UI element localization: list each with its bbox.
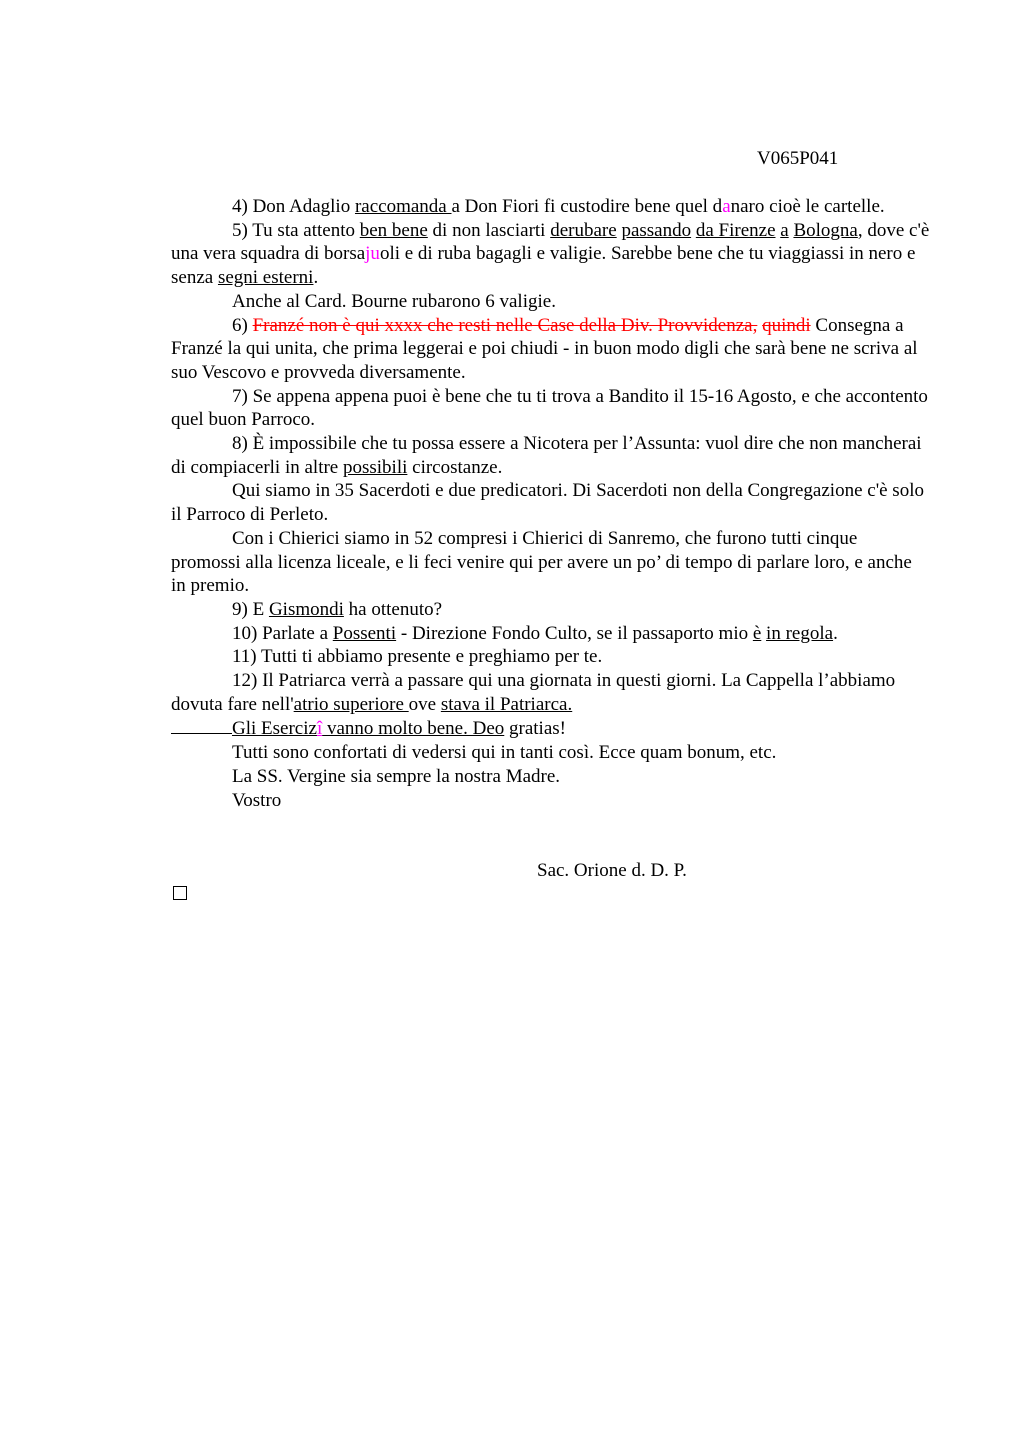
text-segment: a Don Fiori fi custodire bene quel d: [451, 196, 723, 217]
inserted-letter: a: [722, 196, 731, 217]
inserted-letter: î: [316, 718, 323, 740]
paragraph-qui-siamo: Qui siamo in 35 Sacerdoti e due predicatori. Di Sacerdoti non della Congregazione c'è solo il Parroco di Perleto.: [171, 480, 924, 526]
underlined-text: da Firenze: [695, 219, 776, 241]
text-segment: 6): [232, 314, 253, 336]
text-segment: 9) E: [232, 598, 269, 620]
letter-body: [171, 195, 931, 812]
inserted-letter: ju: [365, 243, 380, 265]
underlined-text: vanno molto bene. Deo: [322, 718, 505, 740]
text-segment: oli e di ruba bagagli e valigie. Sarebbe bene che tu viaggiassi in nero e senza: [171, 243, 916, 289]
text-segment: .: [313, 267, 319, 289]
text-segment: 10) Parlate a: [232, 622, 333, 644]
underlined-text: Gismondi: [268, 598, 344, 620]
paragraph-esercizi: [171, 716, 931, 741]
paragraph-4: [171, 195, 931, 219]
text-segment: gratias!: [504, 718, 566, 740]
underlined-text: derubare: [550, 219, 617, 241]
underlined-text: ben bene: [359, 219, 428, 241]
text-segment: Consegna a Franzé la qui unita, che prima leggerai e poi chiudi - in buon modo digli che sarà bene ne scriva al suo Vescovo e provveda diversamente.: [171, 314, 918, 383]
paragraph-tutti: Tutti sono confortati di vedersi qui in tanti così. Ecce quam bonum, etc.: [232, 742, 777, 764]
paragraph-vergine: La SS. Vergine sia sempre la nostra Madre.: [232, 765, 561, 787]
text-segment: 12) Il Patriarca verrà a passare qui una giornata in questi giorni. La Cappella l’abbiamo dovuta fare nell': [171, 670, 896, 715]
text-segment: 4) Don Adaglio: [232, 196, 355, 217]
text-segment: circostanze.: [407, 456, 503, 478]
underlined-text: stava il Patriarca.: [440, 693, 573, 715]
paragraph-11: 11) Tutti ti abbiamo presente e preghiamo per te.: [232, 646, 603, 668]
checkbox-square-icon: [173, 886, 187, 900]
underlined-text: in regola: [766, 622, 834, 644]
page-code: V065P041: [757, 148, 839, 169]
text-segment: 5) Tu sta attento: [232, 219, 360, 241]
text-segment: di non lasciarti: [427, 219, 551, 241]
paragraph-12: [171, 669, 931, 716]
underlined-text: a: [780, 219, 789, 241]
text-segment: .: [833, 622, 838, 644]
paragraph-5: [171, 219, 931, 290]
deleted-text: quindi: [762, 314, 811, 336]
underlined-text: Gli Eserciz: [232, 718, 317, 740]
paragraph-8: [171, 432, 931, 479]
paragraph-7: 7) Se appena appena puoi è bene che tu ti trova a Bandito il 15-16 Agosto, e che accontento quel buon Parroco.: [171, 385, 928, 431]
underlined-text: Bologna: [793, 219, 858, 241]
text-segment: 8) È impossibile che tu possa essere a Nicotera per l’Assunta: vuol dire che non mancherai di compiacerli in altre: [171, 433, 922, 478]
underlined-text: passando: [621, 219, 692, 241]
underlined-text: segni esterni: [217, 267, 314, 289]
text-segment: , dove c'è una vera squadra di borsa: [171, 219, 930, 265]
deleted-text: Franzé non è qui xxxx che resti nelle Case della Div. Provvidenza,: [252, 314, 758, 336]
underlined-text: è: [752, 622, 762, 644]
paragraph-10: [171, 622, 931, 646]
text-segment: - Direzione Fondo Culto, se il passaporto mio: [396, 622, 753, 644]
signature: Sac. Orione d. D. P.: [537, 860, 687, 881]
underlined-text: possibili: [342, 456, 408, 478]
paragraph-card-bourne: Anche al Card. Bourne rubarono 6 valigie.: [232, 290, 556, 312]
underlined-text: raccomanda: [354, 196, 452, 217]
closing-vostro: Vostro: [232, 789, 282, 811]
paragraph-chierici: Con i Chierici siamo in 52 compresi i Chierici di Sanremo, che furono tutti cinque promossi alla licenza liceale, e li feci venire qui per avere un po’ di tempo di parlare loro, e anche in premio.: [171, 527, 912, 597]
text-segment: naro cioè le cartelle.: [730, 196, 885, 217]
paragraph-9: [171, 598, 931, 622]
text-segment: ha ottenuto?: [343, 598, 443, 620]
underline-leader: [171, 716, 232, 734]
paragraph-6: [171, 314, 931, 385]
underlined-text: Possenti: [332, 622, 397, 644]
underlined-text: atrio superiore: [293, 693, 409, 715]
text-segment: ove: [408, 693, 441, 715]
